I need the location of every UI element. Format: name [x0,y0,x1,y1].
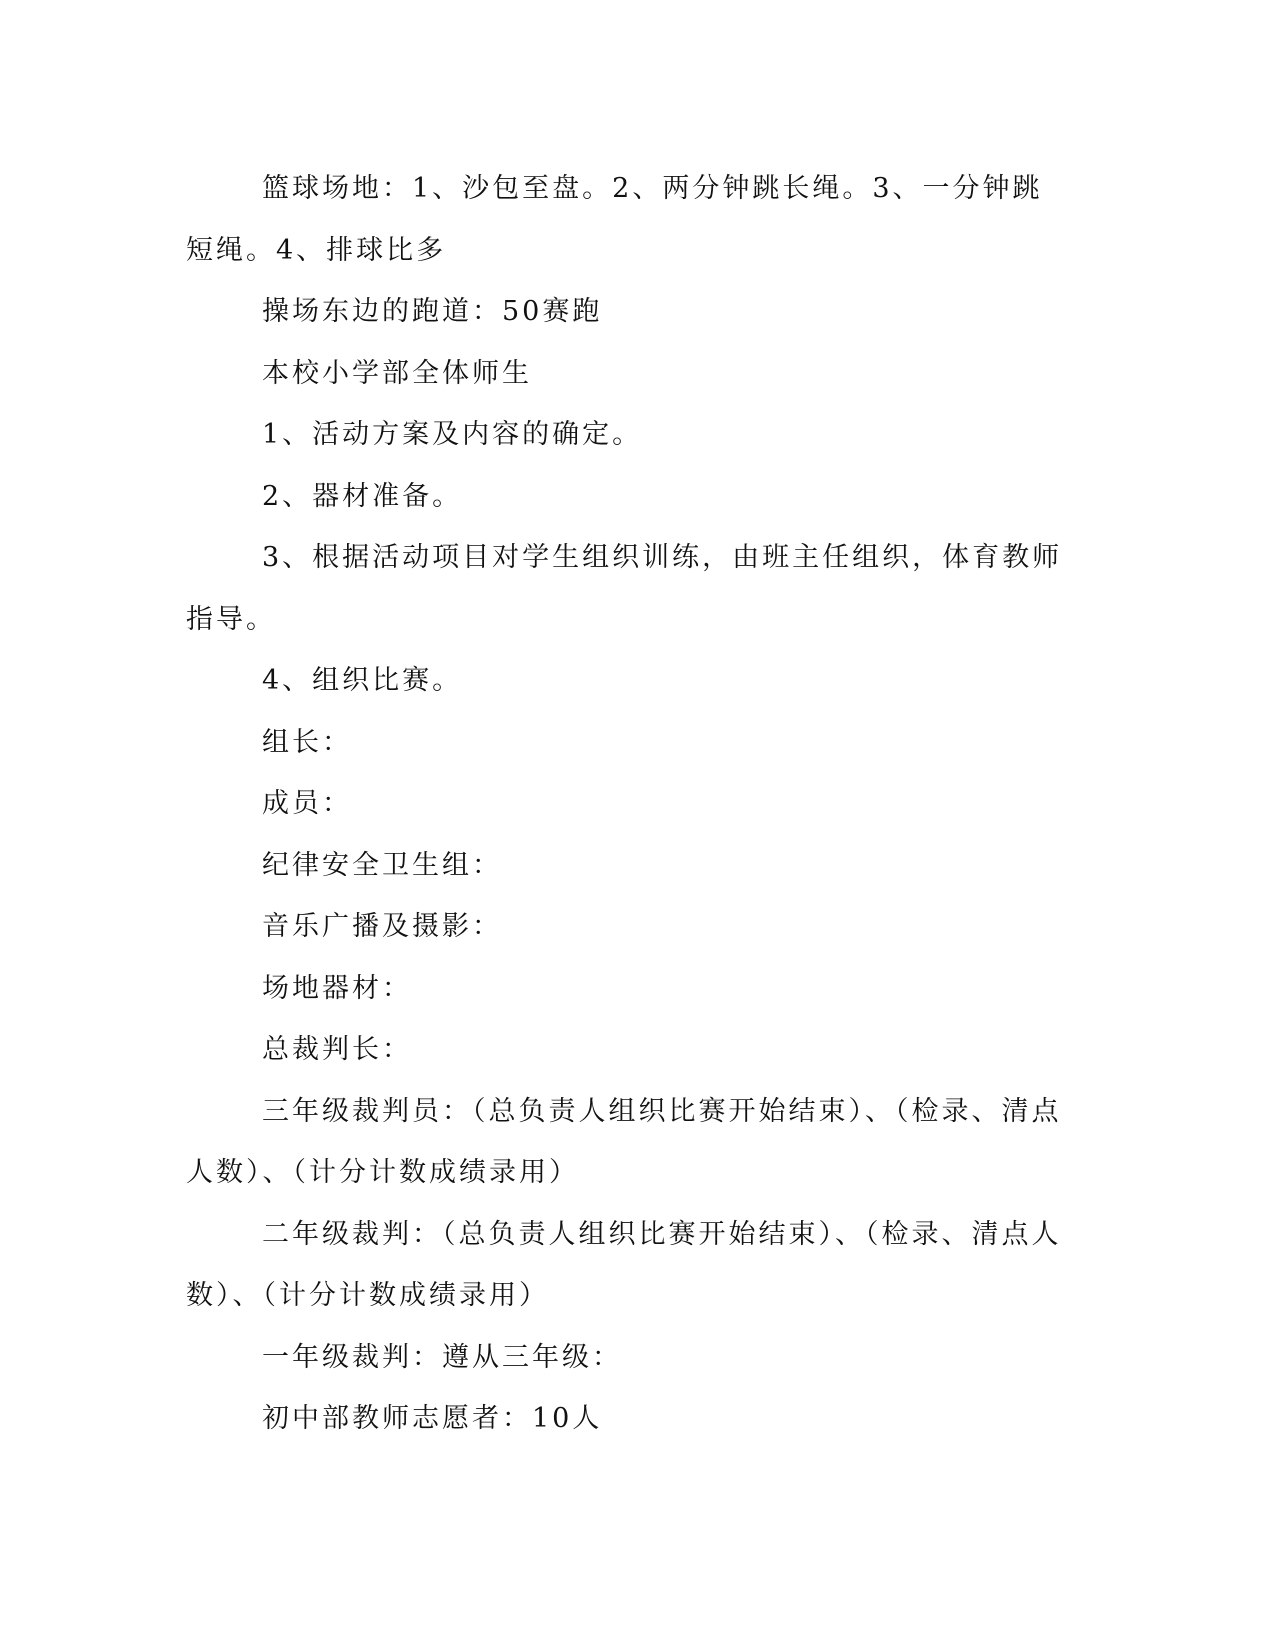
paragraph-step-4: 4、组织比赛。 [262,665,463,696]
paragraph-participants: 本校小学部全体师生 [262,357,532,389]
paragraph-grade1-referees: 一年级裁判：遵从三年级： [262,1341,622,1373]
paragraph-venue-track: 操场东边的跑道：50赛跑 [262,296,603,327]
paragraph-music-photo: 音乐广播及摄影： [262,911,502,942]
paragraph-grade3-referees: 三年级裁判员：（总负责人组织比赛开始结束）、（检录、清点人数）、（计分计数成绩录用） [186,1095,1062,1188]
paragraph-leader: 组长： [262,726,352,758]
document-body [186,158,1066,1450]
paragraph-equipment: 场地器材： [262,972,412,1004]
paragraph-volunteers: 初中部教师志愿者：10人 [262,1403,603,1434]
paragraph-chief-referee: 总裁判长： [262,1034,412,1065]
paragraph-step-1: 1、活动方案及内容的确定。 [262,419,643,450]
paragraph-discipline-group: 纪律安全卫生组： [262,849,502,881]
paragraph-members: 成员： [262,788,352,819]
paragraph-step-2: 2、器材准备。 [262,480,463,512]
paragraph-grade2-referees: 二年级裁判：（总负责人组织比赛开始结束）、（检录、清点人数）、（计分计数成绩录用） [186,1218,1062,1311]
paragraph-venue-basketball: 篮球场地：1、沙包至盘。2、两分钟跳长绳。3、一分钟跳短绳。4、排球比多 [186,173,1043,266]
paragraph-step-3: 3、根据活动项目对学生组织训练，由班主任组织，体育教师指导。 [186,542,1063,635]
